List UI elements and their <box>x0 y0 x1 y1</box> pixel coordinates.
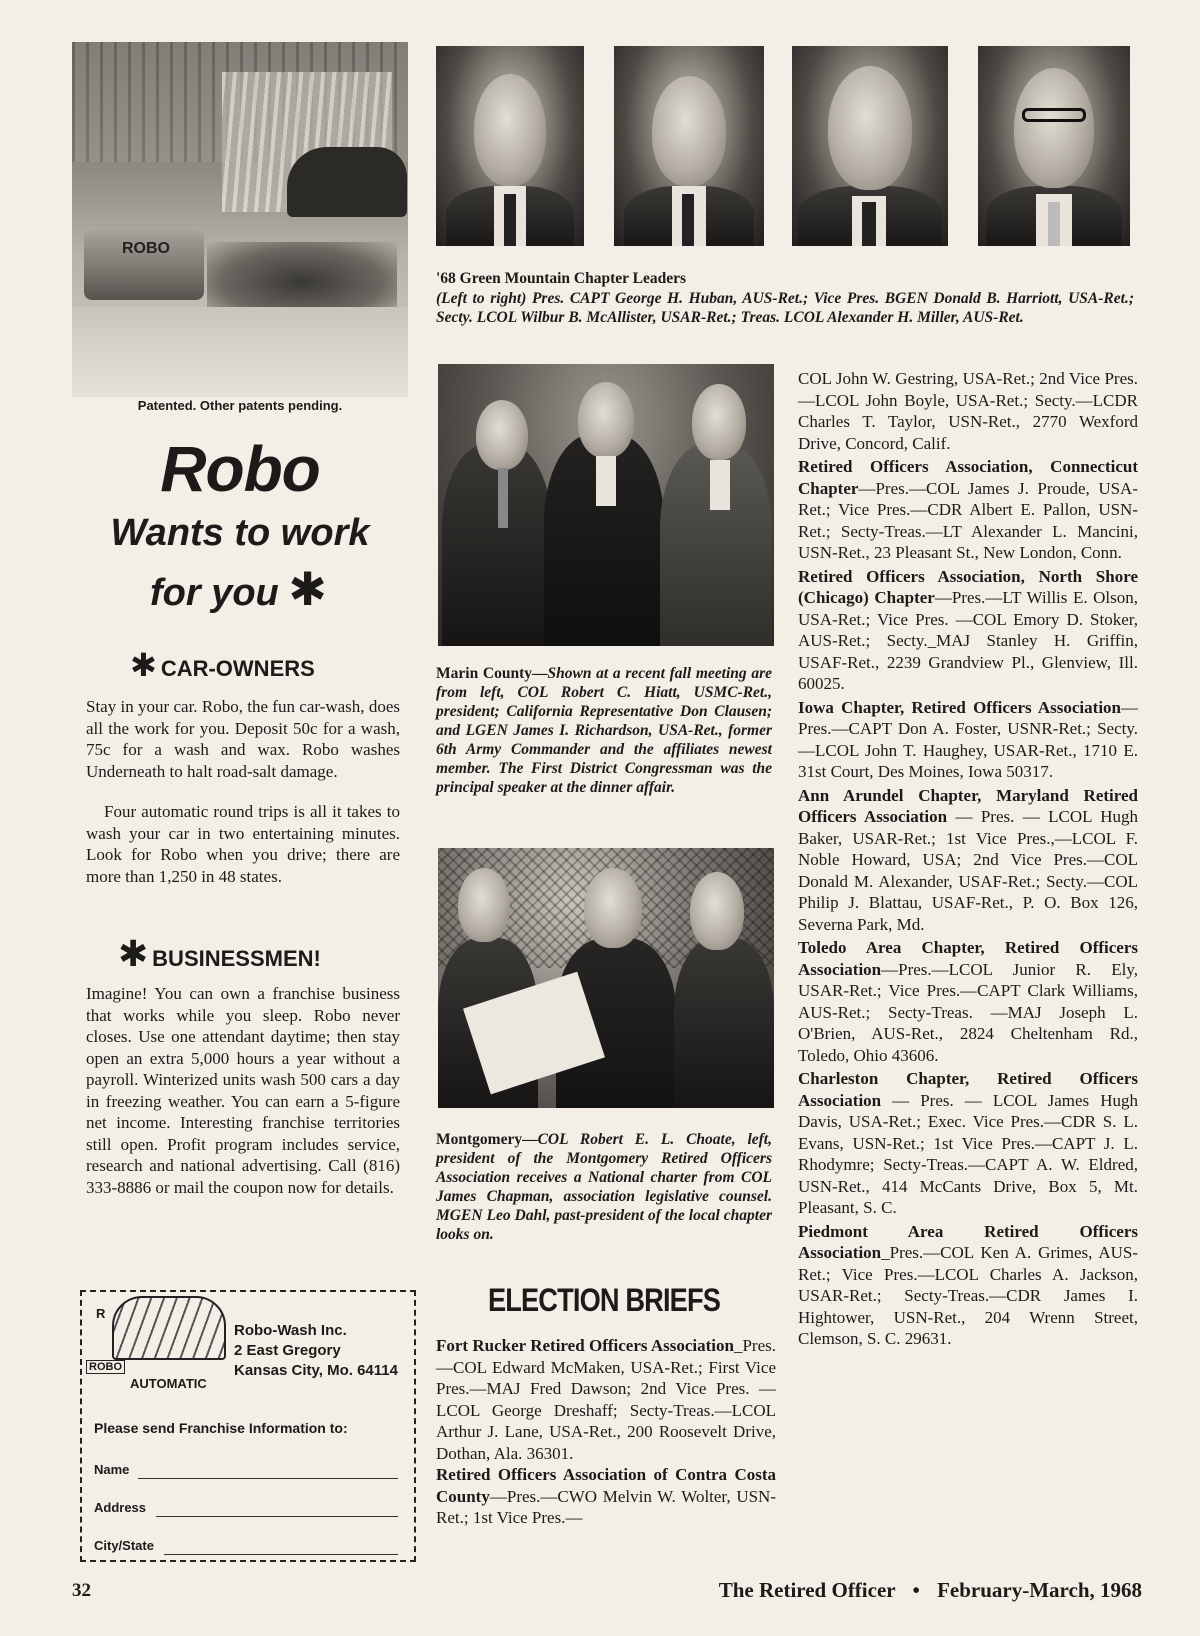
election-briefs-heading: ELECTION BRIEFS <box>487 1282 721 1318</box>
leaders-caption: (Left to right) Pres. CAPT George H. Huban, AUS-Ret.; Vice Pres. BGEN Donald B. Harriott, USA-Ret.; Secty. LCOL Wilbur B. McAllister, USAR-Ret.; Treas. LCOL Alexander H. Miller, AUS-Ret. <box>436 290 1134 326</box>
businessmen-heading: BUSINESSMEN! <box>152 946 321 971</box>
election-entry: Retired Officers Association, North Shore (Chicago) Chapter—Pres.—LT Willis E. Olson, USA-Ret.; Vice Pres. —COL Emory D. Stoker, AUS-Ret.; Secty._MAJ Stanley H. Griffin, USAF-Ret., 2239 Grandview Pl., Glenview, Ill. 60025. <box>798 566 1138 693</box>
citystate-field[interactable] <box>164 1554 398 1555</box>
leaders-title: '68 Green Mountain Chapter Leaders <box>436 270 687 287</box>
election-entry: Ann Arundel Chapter, Maryland Retired Officers Association — Pres. — LCOL Hugh Baker, USAR-Ret.; 1st Vice Pres.,—LCOL F. Noble Howard, USA; 2nd Vice Pres.—COL Donald M. Alexander, USAF-Ret.; Secty.—COL Philip J. Blattau, USAF-Ret., P. O. Box 126, Severna Park, Md. <box>798 785 1138 934</box>
election-entry: Piedmont Area Retired Officers Association_Pres.—COL Ken A. Grimes, AUS-Ret.; Vice Pres.—LCOL Charles A. Jackson, USAR-Ret.; Secty-Treas.—CDR James I. Hightower, USN-Ret., 204 Wrenn Street, Clemson, S. C. 29631. <box>798 1221 1138 1348</box>
car-owners-paragraph-2: Four automatic round trips is all it takes to wash your car in two entertaining minutes. Look for Robo when you drive; there are more than 1,250 in 48 states. <box>86 802 400 886</box>
election-entry: Toledo Area Chapter, Retired Officers Association—Pres.—LCOL Junior R. Ely, USAR-Ret.; Vice Pres.—CAPT Clark Williams, AUS-Ret.; Secty-Treas. —MAJ Joseph L. O'Brien, AUS-Ret., 2824 Cheltenham Rd., Toledo, Ohio 43606. <box>798 938 1138 1065</box>
company-name: Robo-Wash Inc. <box>234 1322 347 1339</box>
car-owners-heading: CAR-OWNERS <box>160 656 315 681</box>
footer-publication: The Retired Officer • February-March, 1968 <box>718 1578 1142 1602</box>
election-entry: Retired Officers Association of Contra Costa County—Pres.—CWO Melvin W. Wolter, USN-Ret.; 1st Vice Pres.— <box>436 1465 776 1527</box>
coupon-request: Please send Franchise Information to: <box>94 1420 348 1436</box>
montgomery-photo <box>438 848 774 1108</box>
portrait-harriott <box>614 46 764 246</box>
montgomery-caption: Montgomery—COL Robert E. L. Choate, left, president of the Montgomery Retired Officers Association receives a National charter from COL James Chapman, association legislative counsel. MGEN Leo Dahl, past-president of the local chapter looks on. <box>436 1131 772 1243</box>
asterisk-icon: ✱ <box>288 562 327 616</box>
robo-sign: ROBO <box>122 240 170 257</box>
address-label: Address <box>94 1500 147 1515</box>
robo-automatic-logo: R ROBO AUTOMATIC <box>86 1296 226 1396</box>
election-right-column <box>798 368 1138 1350</box>
company-city: Kansas City, Mo. 64114 <box>234 1362 398 1379</box>
election-entry: Retired Officers Association, Connecticut Chapter—Pres.—COL James J. Proude, USA-Ret.; Vice Pres.—CDR Albert E. Pallon, USN-Ret.; Secty-Treas.—LT Alexander L. Mancini, USN-Ret., 23 Pleasant St., New London, Conn. <box>798 457 1138 562</box>
election-entry: Fort Rucker Retired Officers Association_Pres.—COL Edward McMaken, USA-Ret.; First Vice Pres.—MAJ Fred Dawson; 2nd Vice Pres. — LCOL George Dreshaff; Secty-Treas.—LCOL Arthur J. Lane, USA-Ret., 200 Roosevelt Drive, Dothan, Ala. 36301. <box>436 1336 776 1463</box>
name-label: Name <box>94 1462 130 1477</box>
address-field[interactable] <box>156 1516 398 1517</box>
election-entry: Iowa Chapter, Retired Officers Association—Pres.—CAPT Don A. Foster, USNR-Ret.; Secty.—LCOL John T. Haughey, USAR-Ret., 1710 E. 31st Court, Des Moines, Iowa 50317. <box>798 697 1138 781</box>
marin-caption: Marin County—Shown at a recent fall meeting are from left, COL Robert C. Hiatt, USMC-Ret., president; California Representative Don Clausen; and LGEN James I. Richardson, USA-Ret., former 6th Army Commander and the affiliates newest member. The First District Congressman was the principal speaker at the dinner affair. <box>436 665 772 796</box>
robo-tagline-1: Wants to work <box>110 512 370 554</box>
election-mid-column <box>436 1335 776 1529</box>
citystate-label: City/State <box>94 1538 154 1553</box>
robo-brand: Robo <box>160 433 320 505</box>
company-street: 2 East Gregory <box>234 1342 341 1359</box>
asterisk-icon: ✱ <box>130 646 157 684</box>
asterisk-icon: ✱ <box>118 934 149 975</box>
robo-tagline-2: for you <box>150 572 279 614</box>
marin-county-photo <box>438 364 774 646</box>
page-number: 32 <box>72 1580 91 1601</box>
portrait-miller <box>978 46 1130 246</box>
portrait-huban <box>436 46 584 246</box>
patent-note: Patented. Other patents pending. <box>137 398 343 413</box>
election-entry: COL John W. Gestring, USA-Ret.; 2nd Vice Pres.—LCOL John Boyle, USA-Ret.; Secty.—LCDR Charles T. Taylor, USN-Ret., 2770 Wexford Drive, Concord, Calif. <box>798 369 1138 453</box>
car-wash-photo <box>72 42 408 397</box>
portrait-mcallister <box>792 46 948 246</box>
car-owners-paragraph-1: Stay in your car. Robo, the fun car-wash, does all the work for you. Deposit 50c for a wash, 75c for a wash and wax. Robo washes Underneath to halt road-salt damage. <box>86 697 400 781</box>
franchise-coupon[interactable] <box>80 1290 416 1562</box>
businessmen-paragraph: Imagine! You can own a franchise business that works while you sleep. Robo never closes. Use one attendant daytime; then stay open an extra 5,000 hours a year without a payroll. Winterized units wash 500 cars a day in freezing weather. You can earn a 5-figure net income. Interesting franchise territories still open. Profit program includes service, research and national advertising. Call (816) 333-8886 or mail the coupon now for details. <box>86 984 400 1197</box>
election-entry: Charleston Chapter, Retired Officers Association — Pres. — LCOL James Hugh Davis, USA-Ret.; Exec. Vice Pres.—CDR S. L. Evans, USN-Ret.; 1st Vice Pres.—CAPT J. L. Rhodymre; Secty-Treas.—CAPT A. W. Eldred, USN-Ret., 414 McCants Drive, Box 5, Mt. Pleasant, S. C. <box>798 1069 1138 1217</box>
name-field[interactable] <box>138 1478 398 1479</box>
